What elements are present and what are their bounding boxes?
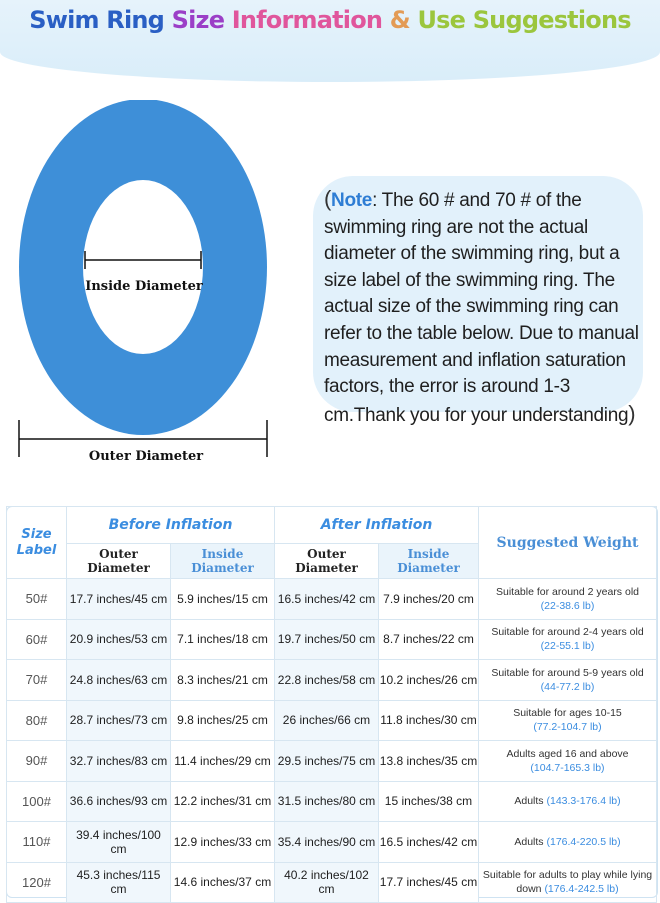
after-outer-cell: 40.2 inches/102 cm bbox=[275, 862, 379, 903]
size-cell: 70# bbox=[7, 660, 67, 701]
before-inside-cell: 5.9 inches/15 cm bbox=[171, 579, 275, 620]
before-inside-header: Inside Diameter bbox=[171, 544, 275, 579]
size-cell: 100# bbox=[7, 781, 67, 822]
before-inside-cell: 9.8 inches/25 cm bbox=[171, 700, 275, 741]
suggestion-weight: (176.4-220.5 lb) bbox=[546, 835, 621, 848]
outer-diameter-label: Outer Diameter bbox=[88, 449, 204, 464]
ring-diagram bbox=[0, 100, 300, 480]
table-row bbox=[7, 700, 657, 741]
after-outer-cell: 19.7 inches/50 cm bbox=[275, 619, 379, 660]
after-inside-cell: 8.7 inches/22 cm bbox=[379, 619, 479, 660]
after-inside-cell: 7.9 inches/20 cm bbox=[379, 579, 479, 620]
suggested-weight-header: Suggested Weight bbox=[479, 507, 657, 579]
table-row bbox=[7, 660, 657, 701]
page-title bbox=[0, 6, 660, 34]
suggestion-weight: (77.2-104.7 lb) bbox=[533, 721, 602, 734]
before-inside-cell: 11.4 inches/29 cm bbox=[171, 741, 275, 782]
before-outer-cell: 45.3 inches/115 cm bbox=[67, 862, 171, 903]
suggestion-text: Adults aged 16 and above bbox=[506, 747, 629, 760]
after-outer-cell: 35.4 inches/90 cm bbox=[275, 822, 379, 863]
after-inside-cell: 13.8 inches/35 cm bbox=[379, 741, 479, 782]
suggestion-text: Suitable for around 2 years old bbox=[495, 585, 639, 598]
table-row bbox=[7, 619, 657, 660]
before-outer-cell: 20.9 inches/53 cm bbox=[67, 619, 171, 660]
before-inside-cell: 7.1 inches/18 cm bbox=[171, 619, 275, 660]
note-close-paren: ) bbox=[628, 400, 636, 426]
after-outer-cell: 22.8 inches/58 cm bbox=[275, 660, 379, 701]
suggestion-weight: (22-38.6 lb) bbox=[540, 599, 595, 612]
suggestion-text: Suitable for ages 10-15 bbox=[513, 707, 622, 720]
after-inside-cell: 10.2 inches/26 cm bbox=[379, 660, 479, 701]
suggested-weight-cell bbox=[479, 700, 657, 741]
size-cell: 110# bbox=[7, 822, 67, 863]
inside-diameter-label: Inside Diameter bbox=[85, 279, 203, 294]
after-outer-cell: 16.5 inches/42 cm bbox=[275, 579, 379, 620]
suggested-weight-cell bbox=[479, 862, 657, 903]
size-cell: 120# bbox=[7, 862, 67, 903]
table-row bbox=[7, 579, 657, 620]
after-outer-cell: 31.5 inches/80 cm bbox=[275, 781, 379, 822]
note-text bbox=[324, 186, 640, 429]
after-inflation-header: After Inflation bbox=[275, 507, 479, 544]
after-inside-header: Inside Diameter bbox=[379, 544, 479, 579]
table-row bbox=[7, 741, 657, 782]
suggested-weight-cell bbox=[479, 741, 657, 782]
suggestion-weight: (143.3-176.4 lb) bbox=[546, 795, 621, 808]
suggested-weight-cell bbox=[479, 619, 657, 660]
after-inside-cell: 17.7 inches/45 cm bbox=[379, 862, 479, 903]
ring-hole bbox=[83, 180, 203, 354]
before-outer-cell: 24.8 inches/63 cm bbox=[67, 660, 171, 701]
size-header-line-1: Size bbox=[21, 526, 52, 542]
size-table bbox=[6, 506, 657, 903]
table-row bbox=[7, 822, 657, 863]
after-outer-cell: 26 inches/66 cm bbox=[275, 700, 379, 741]
size-cell: 80# bbox=[7, 700, 67, 741]
before-outer-header: Outer Diameter bbox=[67, 544, 171, 579]
after-inside-cell: 15 inches/38 cm bbox=[379, 781, 479, 822]
after-outer-cell: 29.5 inches/75 cm bbox=[275, 741, 379, 782]
before-inside-cell: 14.6 inches/37 cm bbox=[171, 862, 275, 903]
before-outer-cell: 17.7 inches/45 cm bbox=[67, 579, 171, 620]
after-inside-cell: 11.8 inches/30 cm bbox=[379, 700, 479, 741]
title-part-4: & bbox=[389, 6, 410, 34]
suggestion-weight: (44-77.2 lb) bbox=[540, 680, 595, 693]
after-outer-header: Outer Diameter bbox=[275, 544, 379, 579]
title-part-1: Swim Ring bbox=[29, 6, 165, 34]
table-row bbox=[7, 781, 657, 822]
size-cell: 90# bbox=[7, 741, 67, 782]
title-part-5: Use Suggestions bbox=[417, 6, 631, 34]
size-cell: 50# bbox=[7, 579, 67, 620]
suggestion-text: Suitable for around 5-9 years old bbox=[491, 666, 644, 679]
before-outer-cell: 32.7 inches/83 cm bbox=[67, 741, 171, 782]
suggested-weight-cell bbox=[479, 660, 657, 701]
suggestion-text: Adults bbox=[514, 795, 544, 808]
suggestion-text: Adults bbox=[514, 835, 544, 848]
before-inside-cell: 12.9 inches/33 cm bbox=[171, 822, 275, 863]
note-label: Note bbox=[331, 190, 373, 211]
before-inflation-header: Before Inflation bbox=[67, 507, 275, 544]
size-cell: 60# bbox=[7, 619, 67, 660]
after-inside-cell: 16.5 inches/42 cm bbox=[379, 822, 479, 863]
suggested-weight-cell bbox=[479, 822, 657, 863]
suggestion-text: Suitable for around 2-4 years old bbox=[491, 626, 644, 639]
suggested-weight-cell bbox=[479, 781, 657, 822]
before-inside-cell: 12.2 inches/31 cm bbox=[171, 781, 275, 822]
table-row bbox=[7, 862, 657, 903]
suggestion-weight: (176.4-242.5 lb) bbox=[544, 883, 619, 896]
size-header-line-2: Label bbox=[16, 542, 57, 558]
before-outer-cell: 36.6 inches/93 cm bbox=[67, 781, 171, 822]
suggestion-weight: (104.7-165.3 lb) bbox=[530, 761, 605, 774]
note-open-paren: ( bbox=[324, 186, 332, 211]
before-outer-cell: 28.7 inches/73 cm bbox=[67, 700, 171, 741]
title-part-2: Size bbox=[171, 6, 225, 34]
size-label-header bbox=[7, 507, 67, 579]
title-part-3: Information bbox=[231, 6, 383, 34]
suggestion-weight: (22-55.1 lb) bbox=[540, 640, 595, 653]
suggested-weight-cell bbox=[479, 579, 657, 620]
before-outer-cell: 39.4 inches/100 cm bbox=[67, 822, 171, 863]
suggestion-text: Suitable for adults to play while lying down bbox=[482, 869, 653, 896]
before-inside-cell: 8.3 inches/21 cm bbox=[171, 660, 275, 701]
note-body: : The 60 # and 70 # of the swimming ring are not the actual diameter of the swimming ring, but a size label of the swimming ring. The actual size of the swimming ring can refer to the table below. Due to manual measurement and inflation saturation factors, the error is around 1-3 cm.Thank you for your understanding bbox=[324, 190, 639, 426]
